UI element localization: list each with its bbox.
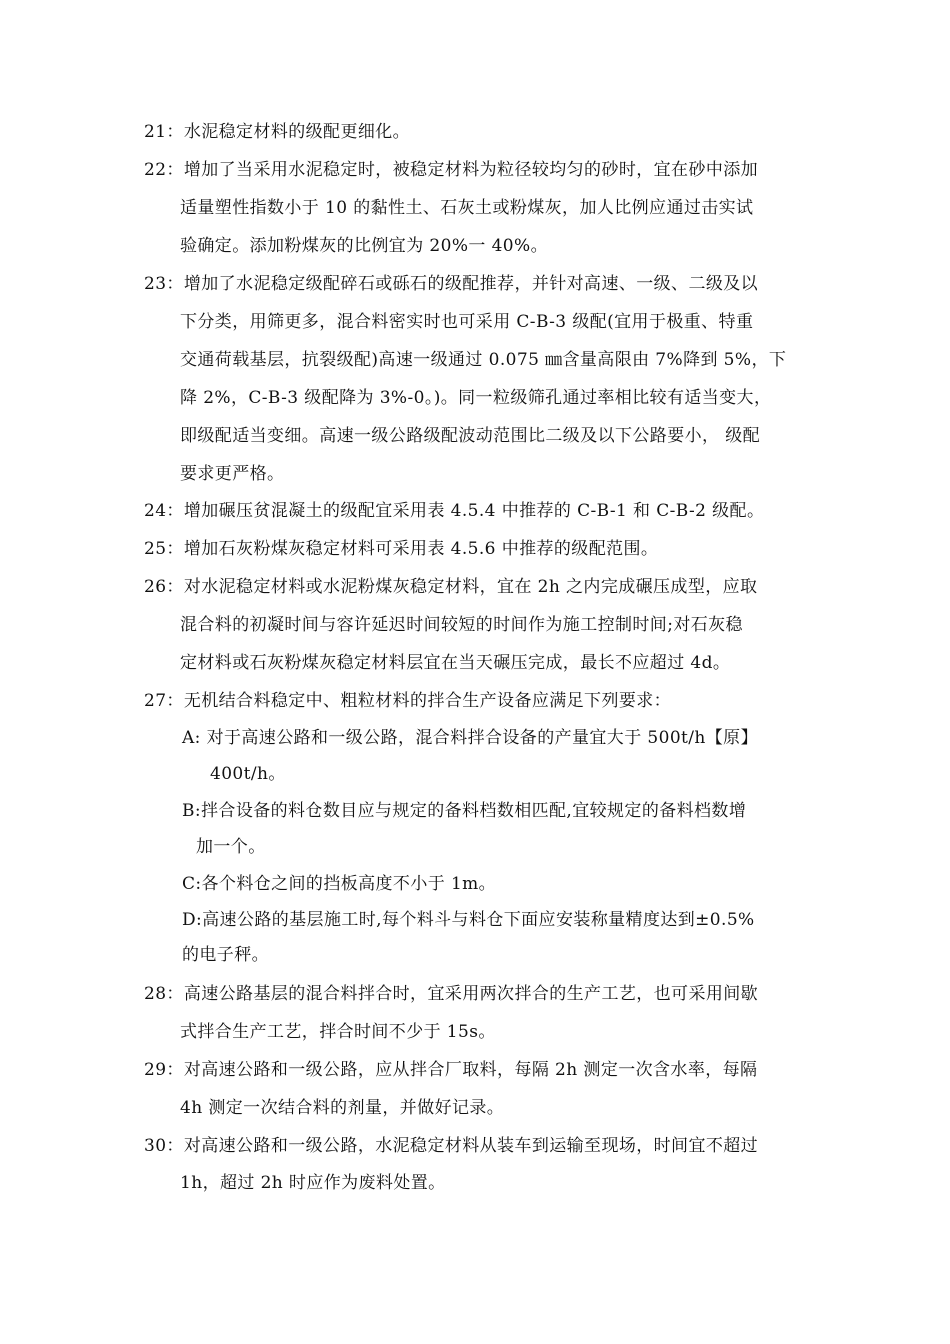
item-number: 27： — [144, 691, 184, 711]
item-22 — [144, 159, 758, 181]
item-30 — [144, 1135, 758, 1157]
sub-item-c: C:各个料仓之间的挡板高度不小于 1m。 — [182, 874, 497, 894]
item-number: 24： — [144, 501, 184, 521]
item-text-continuation: 要求更严格。 — [180, 464, 285, 484]
item-text: 对水泥稳定材料或水泥粉煤灰稳定材料，宜在 2h 之内完成碾压成型，应取 — [183, 577, 758, 597]
item-text-continuation: 混合料的初凝时间与容许延迟时间较短的时间作为施工控制时间;对石灰稳 — [180, 615, 743, 635]
item-26 — [144, 576, 757, 598]
item-text: 增加石灰粉煤灰稳定材料可采用表 4.5.6 中推荐的级配范围。 — [183, 539, 659, 559]
item-text: 增加了水泥稳定级配碎石或砾石的级配推荐，并针对高速、一级、二级及以 — [183, 274, 759, 294]
item-text-continuation: 验确定。添加粉煤灰的比例宜为 20%一 40%。 — [180, 236, 548, 256]
item-text: 增加碾压贫混凝土的级配宜采用表 4.5.4 中推荐的 C-B-1 和 C-B-2 级配。 — [183, 501, 765, 521]
item-text: 对高速公路和一级公路，水泥稳定材料从装车到运输至现场，时间宜不超过 — [183, 1136, 759, 1156]
item-text: 增加了当采用水泥稳定时，被稳定材料为粒径较均匀的砂时，宜在砂中添加 — [183, 160, 759, 180]
item-27 — [144, 690, 671, 712]
item-text-continuation: 定材料或石灰粉煤灰稳定材料层宜在当天碾压完成，最长不应超过 4d。 — [180, 653, 731, 673]
item-number: 29： — [144, 1060, 184, 1080]
item-text-continuation: 降 2%，C-B-3 级配降为 3%-0。)。同一粒级筛孔通过率相比较有适当变大， — [180, 388, 772, 408]
sub-item-b: B:拌合设备的料仓数目应与规定的备料档数相匹配,宜较规定的备料档数增 — [182, 801, 747, 821]
item-text: 高速公路基层的混合料拌合时，宜采用两次拌合的生产工艺，也可采用间歇 — [183, 984, 759, 1004]
item-number: 21： — [144, 122, 184, 142]
sub-item-a: A: 对于高速公路和一级公路，混合料拌合设备的产量宜大于 500t/h【原】 — [182, 728, 758, 748]
sub-item-text-continuation: 400t/h。 — [210, 764, 286, 784]
item-number: 22： — [144, 160, 184, 180]
item-number: 26： — [144, 577, 184, 597]
sub-item-d: D:高速公路的基层施工时,每个料斗与料仓下面应安装称量精度达到±0.5% — [182, 910, 755, 930]
item-23 — [144, 273, 758, 295]
item-25 — [144, 538, 658, 560]
item-text: 无机结合料稳定中、粗粒材料的拌合生产设备应满足下列要求： — [183, 691, 672, 711]
item-text-continuation: 1h，超过 2h 时应作为废料处置。 — [180, 1173, 446, 1193]
item-text: 对高速公路和一级公路，应从拌合厂取料，每隔 2h 测定一次含水率，每隔 — [183, 1060, 758, 1080]
item-29 — [144, 1059, 757, 1081]
item-text-continuation: 式拌合生产工艺，拌合时间不少于 15s。 — [180, 1022, 496, 1042]
sub-item-text-continuation: 加一个。 — [196, 837, 266, 857]
item-24 — [144, 500, 764, 522]
item-number: 23： — [144, 274, 184, 294]
item-21 — [144, 121, 410, 143]
item-text-continuation: 交通荷载基层，抗裂级配)高速一级通过 0.075 ㎜含量高限由 7%降到 5%，下 — [180, 350, 787, 370]
sub-item-text-continuation: 的电子秤。 — [182, 945, 269, 965]
item-number: 25： — [144, 539, 184, 559]
item-28 — [144, 983, 758, 1005]
item-text-continuation: 适量塑性指数小于 10 的黏性土、石灰土或粉煤灰，加人比例应通过击实试 — [180, 198, 754, 218]
item-text-continuation: 即级配适当变细。高速一级公路级配波动范围比二级及以下公路要小， 级配 — [180, 426, 761, 446]
item-text: 水泥稳定材料的级配更细化。 — [183, 122, 411, 142]
item-number: 30： — [144, 1136, 184, 1156]
item-text-continuation: 4h 测定一次结合料的剂量，并做好记录。 — [180, 1098, 505, 1118]
item-number: 28： — [144, 984, 184, 1004]
item-text-continuation: 下分类，用筛更多，混合料密实时也可采用 C-B-3 级配(宜用于极重、特重 — [180, 312, 754, 332]
